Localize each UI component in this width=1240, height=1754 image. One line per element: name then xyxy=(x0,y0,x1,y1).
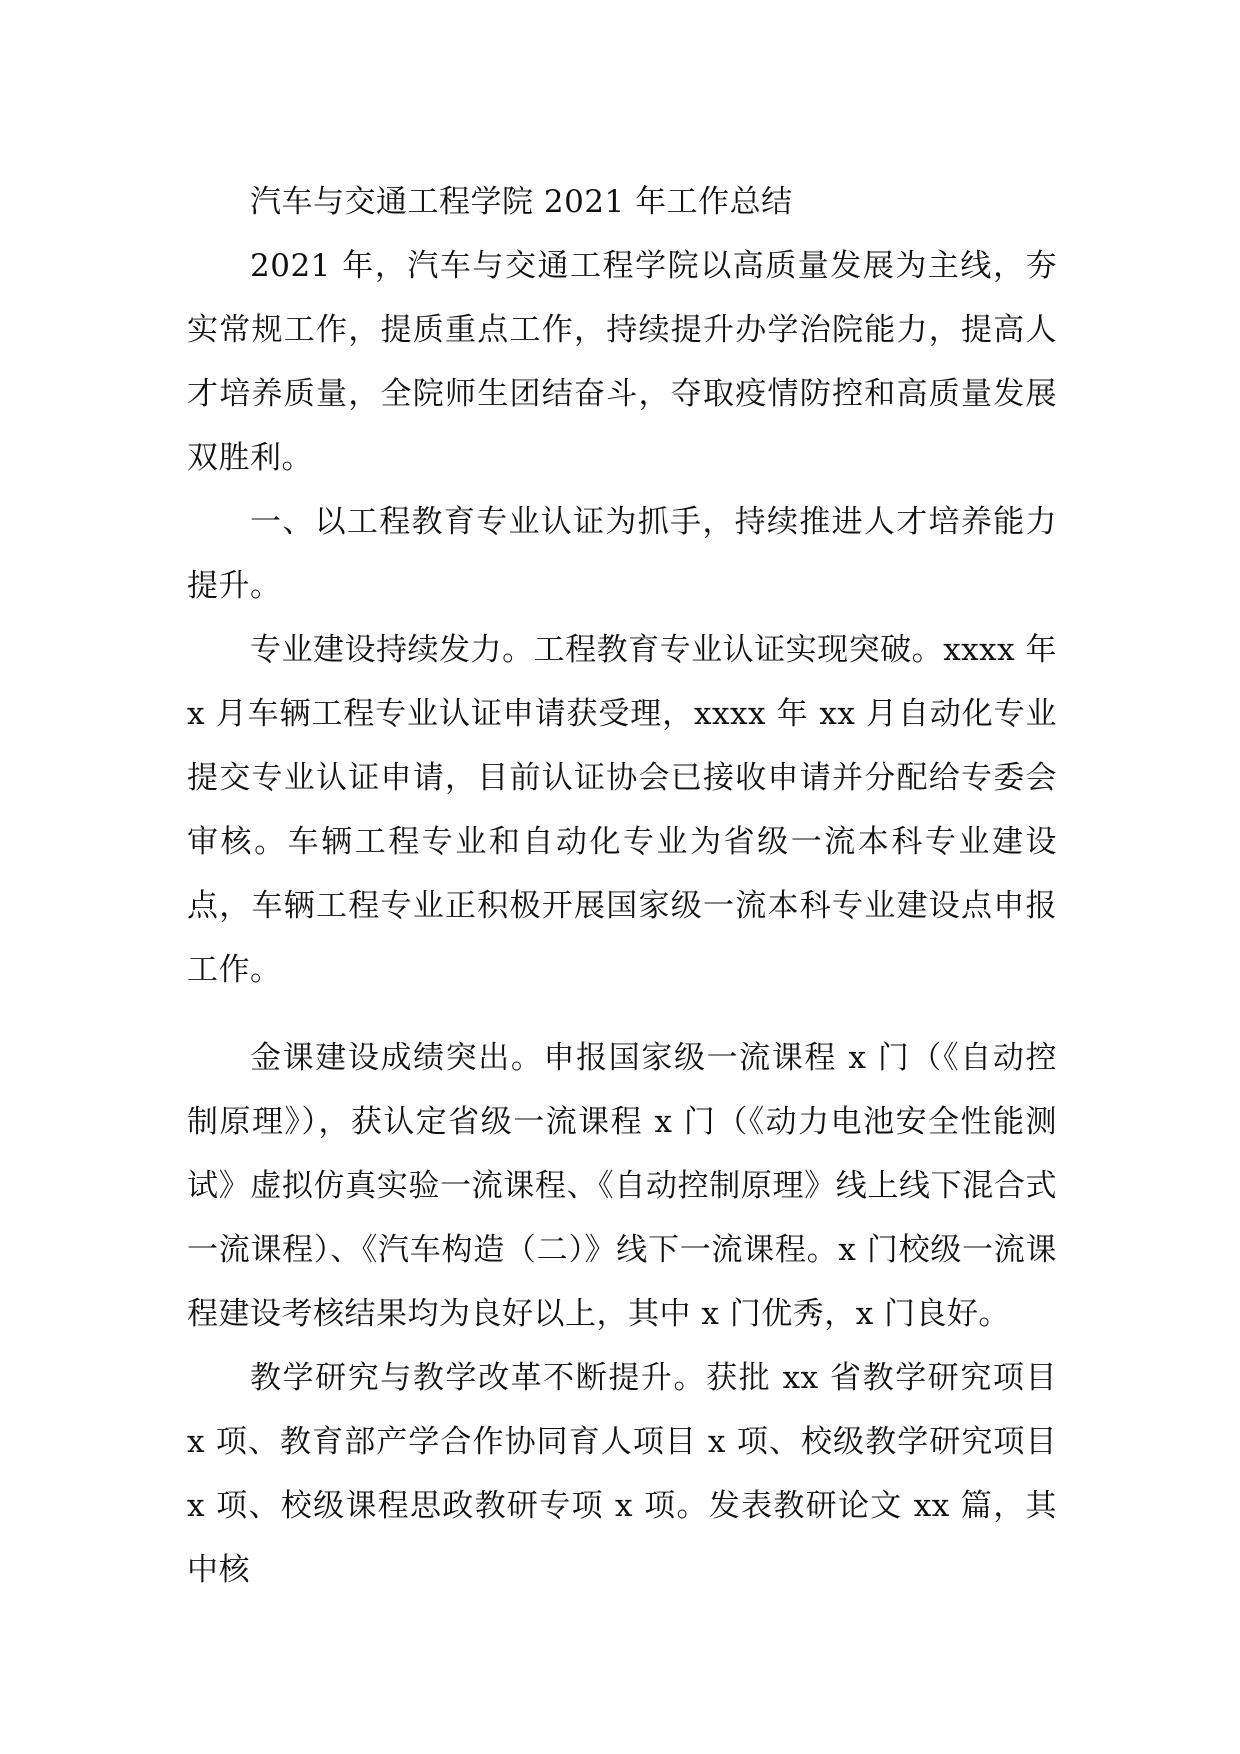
document-title: 汽车与交通工程学院 2021 年工作总结 xyxy=(250,184,793,220)
intro-paragraph: 2021 年，汽车与交通工程学院以高质量发展为主线，夯实常规工作，提质重点工作，持续提升办学治院能力，提高人才培养质量，全院师生团结奋斗，夺取疫情防控和高质量发展双胜利。 xyxy=(187,248,1057,476)
gold-course-paragraph: 金课建设成绩突出。申报国家级一流课程 x 门（《自动控制原理》），获认定省级一流课程 x 门（《动力电池安全性能测试》虚拟仿真实验一流课程、《自动控制原理》线上线下混合式一流课程）、《汽车构造（二）》线下一流课程。x 门校级一流课程建设考核结果均为良好以上，其中 x 门优秀，x 门良好。 xyxy=(187,1040,1057,1332)
major-construction-paragraph: 专业建设持续发力。工程教育专业认证实现突破。xxxx 年 x 月车辆工程专业认证申请获受理，xxxx 年 xx 月自动化专业提交专业认证申请，目前认证协会已接收申请并分配给专委会审核。车辆工程专业和自动化专业为省级一流本科专业建设点，车辆工程专业正积极开展国家级一流本科专业建设点申报工作。 xyxy=(187,632,1057,988)
section-heading-one: 一、以工程教育专业认证为抓手，持续推进人才培养能力提升。 xyxy=(187,504,1057,604)
teaching-research-paragraph: 教学研究与教学改革不断提升。获批 xx 省教学研究项目 x 项、教育部产学合作协同育人项目 x 项、校级教学研究项目 x 项、校级课程思政教研专项 x 项。发表教研论文 xx 篇，其中核 xyxy=(187,1360,1057,1588)
document-body xyxy=(187,170,1057,1602)
